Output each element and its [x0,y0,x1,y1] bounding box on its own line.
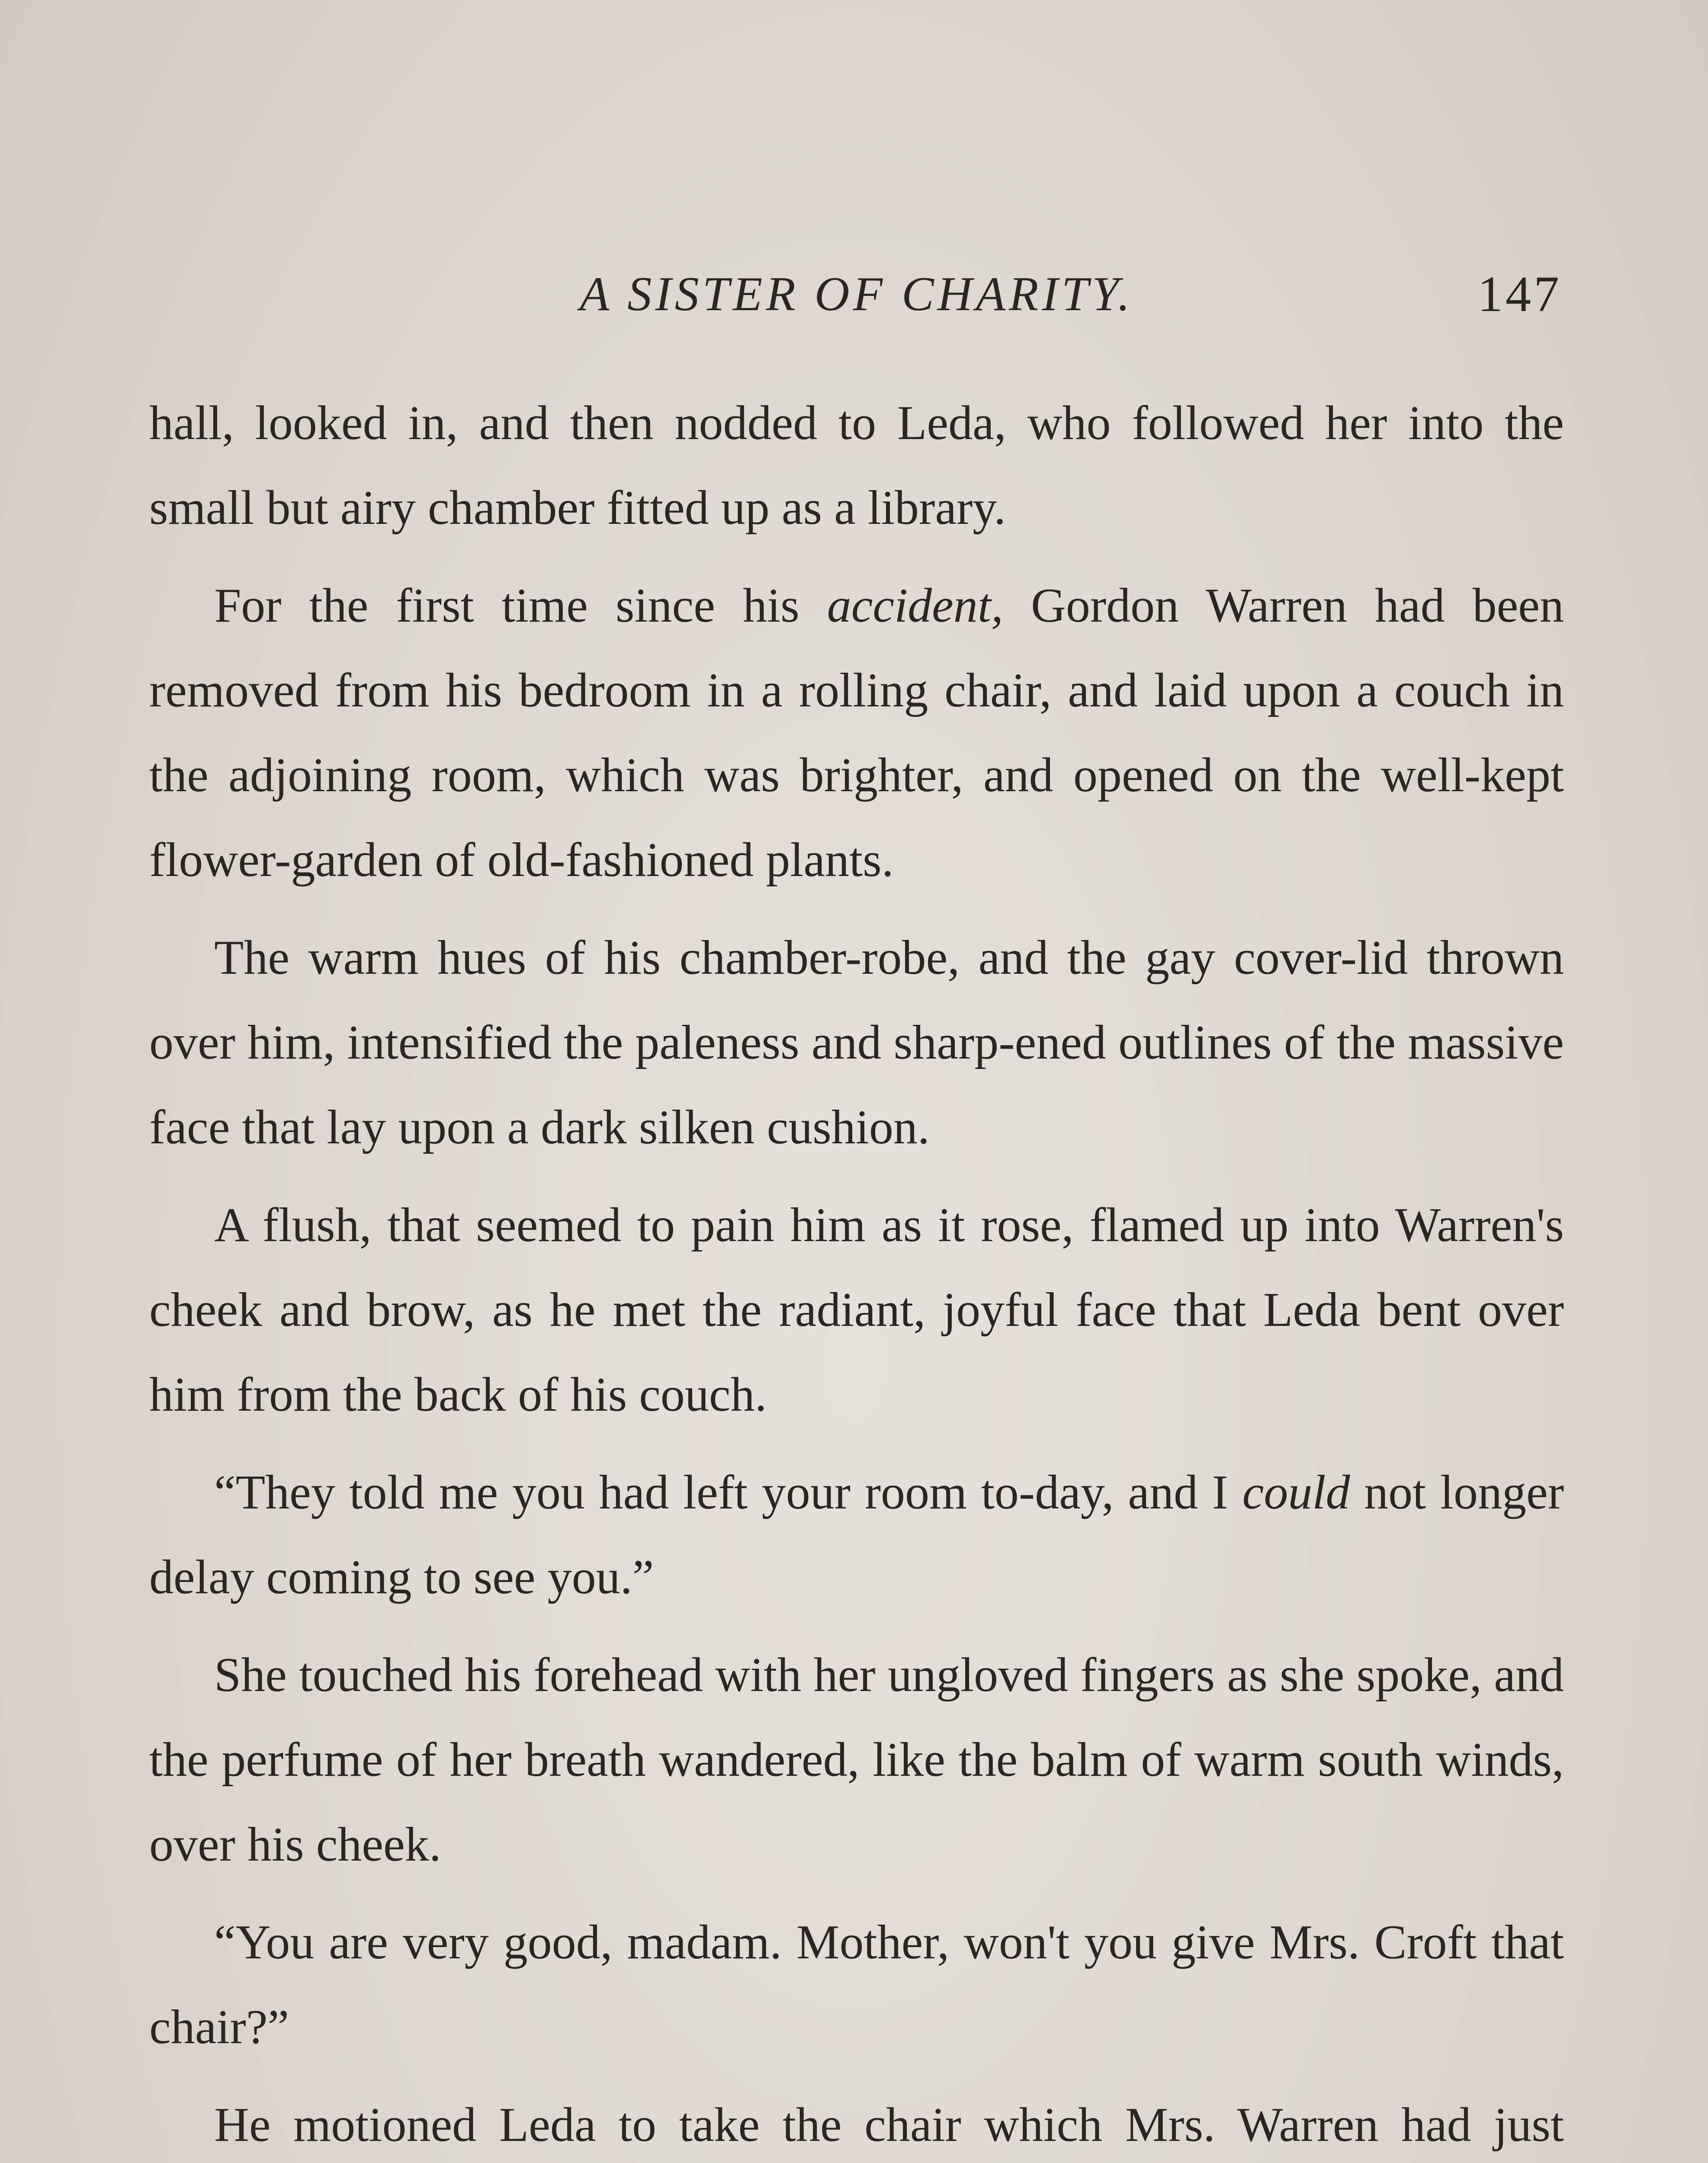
paragraph-text: “They told me you had left your room to-day, and I [214,1466,1242,1519]
paragraph [149,1900,1564,2070]
paragraph-text: For the first time since his [214,579,827,632]
paragraph-text: not longer delay coming to see you.” [149,1466,1564,1604]
paragraph [149,1183,1564,1437]
paragraph [149,2083,1564,2163]
paragraph [149,381,1564,550]
italic-text: accident, [827,579,1004,632]
paragraph [149,563,1564,902]
running-head [151,260,1562,329]
paragraph-text: Gordon Warren had been removed from his bedroom in a rolling chair, and laid upon a couch in the adjoining room, which was brighter, and opened on the well-kept flower-garden of old-fashioned plants. [149,579,1564,887]
paragraph-text: A flush, that seemed to pain him as it rose, flamed up into Warren's cheek and brow, as he met the radiant, joyful face that Leda bent over him from the back of his couch. [149,1198,1564,1422]
paragraph [149,915,1564,1170]
page-number: 147 [1477,266,1562,322]
paragraph-text: The warm hues of his chamber-robe, and the gay cover-lid thrown over him, intensified the paleness and sharp-ened outlines of the massive face that lay upon a dark silken cushion. [149,931,1564,1154]
running-title: A SISTER OF CHARITY. [579,267,1134,321]
paragraph-text: hall, looked in, and then nodded to Leda, who followed her into the small but airy chamber fitted up as a library. [149,396,1564,535]
body-text [149,381,1564,2163]
italic-text: could [1242,1466,1350,1519]
paragraph-text: “You are very good, madam. Mother, won't you give Mrs. Croft that chair?” [149,1916,1564,2054]
paragraph-text: He motioned Leda to take the chair which Mrs. Warren had just [214,2098,1564,2152]
paragraph-text: She touched his forehead with her ungloved fingers as she spoke, and the perfume of her breath wandered, like the balm of warm south winds, over his cheek. [149,1648,1564,1871]
paragraph [149,1633,1564,1887]
paragraph [149,1450,1564,1620]
